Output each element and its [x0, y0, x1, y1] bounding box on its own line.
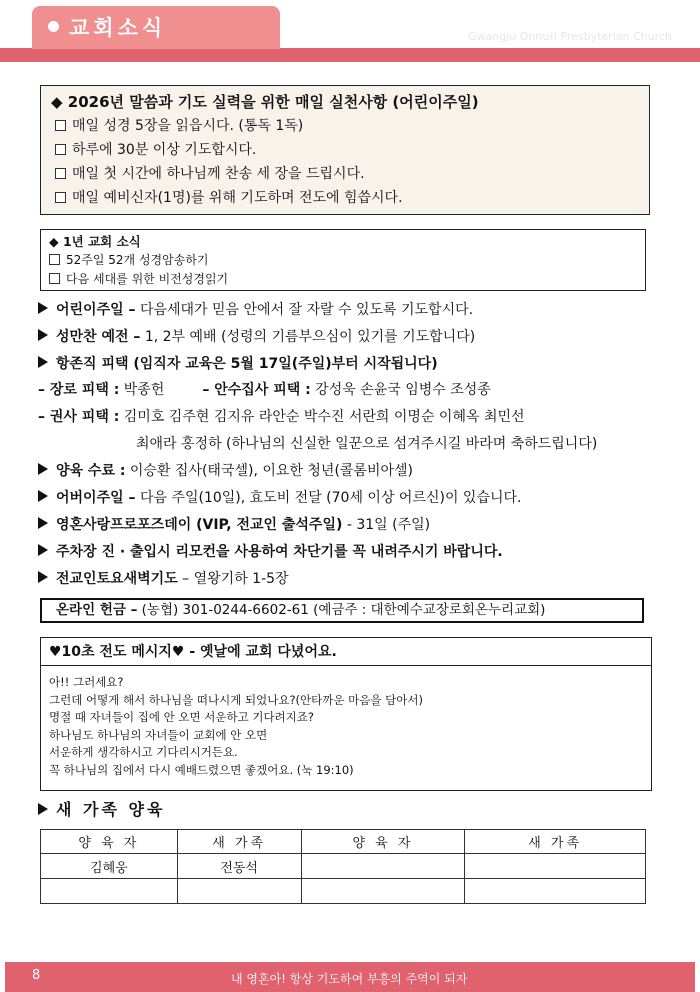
- message-line: 명절 때 자녀들이 집에 안 오면 서운하고 기다려지죠?: [49, 710, 314, 724]
- table-cell: [177, 879, 301, 904]
- practice-item: 하루에 30분 이상 기도합시다.: [51, 138, 639, 162]
- daily-practice-title: ◆ 2026년 말씀과 기도 실력을 위한 매일 실천사항 (어린이주일): [51, 93, 479, 111]
- message-line: 하나님도 하나님의 자녀들이 교회에 안 오면: [49, 727, 268, 742]
- table-header-cell: 새 가족: [177, 830, 301, 854]
- table-row: [41, 854, 646, 879]
- triangle-bullet-icon: [38, 544, 48, 556]
- officer-kwonsa: – 권사 피택 : 김미호 김주현 김지유 라안순 박수진 서란희 이명순 이혜옥 최민선: [38, 409, 525, 425]
- message-line: 아!! 그러세요?: [49, 675, 124, 689]
- announcement-dawn-prayer: 전교인토요새벽기도 – 열왕기하 1-5장: [38, 566, 668, 592]
- year-news-item: 52주일 52개 성경암송하기: [49, 251, 637, 270]
- table-cell: [465, 879, 646, 904]
- checkbox-icon: [55, 144, 66, 155]
- online-offering-box: 온라인 헌금 – (농협) 301-0244-6602-61 (예금주 : 대한예수교장로회온누리교회): [40, 598, 644, 623]
- table-header-cell: 양 육 자: [41, 830, 178, 854]
- bullet-dot-icon: [48, 21, 59, 32]
- page-number: 8: [32, 968, 41, 983]
- church-name: Gwangju Onnuri Presbyterian Church: [468, 30, 672, 43]
- announcement-nurture: 양육 수료 : 이승환 집사(태국셀), 이요한 청년(콜롬비아셀): [38, 458, 668, 484]
- section-title: [48, 12, 166, 42]
- checkbox-icon: [55, 192, 66, 203]
- checkbox-icon: [55, 120, 66, 131]
- practice-item: 매일 성경 5장을 읽읍시다. (통독 1독): [51, 114, 639, 138]
- table-header-cell: 새 가족: [465, 830, 646, 854]
- table-cell: 전동석: [177, 854, 301, 879]
- announcement-children-day: 어린이주일 – 다음세대가 믿음 안에서 잘 자랄 수 있도록 기도합시다.: [38, 297, 668, 323]
- announcement-communion: 성만찬 예전 – 1, 2부 예배 (성령의 기름부으심이 있기를 기도합니다): [38, 324, 668, 350]
- header-band: [0, 48, 700, 62]
- checkbox-icon: [49, 254, 60, 265]
- announcement-soul-love-day: 영혼사랑프로포즈데이 (VIP, 전교인 출석주일) - 31일 (주일): [38, 512, 668, 538]
- table-cell: [41, 879, 178, 904]
- announcement-parents-day: 어버이주일 – 다음 주일(10일), 효도비 전달 (70세 이상 어르신)이 있습니다.: [38, 485, 668, 511]
- announcement-parking: 주차장 진 · 출입시 리모컨을 사용하여 차단기를 꼭 내려주시기 바랍니다.: [38, 539, 668, 565]
- message-line: 그런데 어떻게 해서 하나님을 떠나시게 되었나요?(안타까운 마음을 담아서): [49, 692, 423, 707]
- triangle-bullet-icon: [38, 571, 48, 583]
- triangle-bullet-icon: [38, 302, 48, 314]
- triangle-bullet-icon: [38, 329, 48, 341]
- table-cell: 김혜웅: [41, 854, 178, 879]
- footer-slogan: 내 영혼아! 항상 기도하여 부흥의 주역이 되자: [231, 972, 468, 986]
- table-cell: [301, 879, 465, 904]
- announcement-officers: 항존직 피택 (임직자 교육은 5월 17일(주일)부터 시작됩니다): [38, 351, 668, 377]
- new-family-section-title: 새 가족 양육: [38, 799, 165, 821]
- officer-elders: – 장로 피택 : 박종헌 – 안수집사 피택 : 강성욱 손윤국 임병수 조성종: [38, 382, 491, 398]
- table-row: [41, 879, 646, 904]
- triangle-bullet-icon: [38, 490, 48, 502]
- checkbox-icon: [55, 168, 66, 179]
- evangelism-message-box: [40, 637, 652, 791]
- message-line: 서운하게 생각하시고 기다리시거든요.: [49, 745, 238, 759]
- officer-kwonsa-continued: 최애라 홍정하 (하나님의 신실한 일꾼으로 섬겨주시길 바라며 축하드립니다): [136, 436, 598, 452]
- triangle-bullet-icon: [38, 517, 48, 529]
- triangle-bullet-icon: [38, 463, 48, 475]
- table-header-row: [41, 830, 646, 854]
- message-line: 꼭 하나님의 집에서 다시 예배드렸으면 좋겠어요. (눅 19:10): [49, 762, 354, 777]
- triangle-bullet-icon: [38, 356, 48, 368]
- triangle-bullet-icon: [38, 803, 48, 815]
- practice-item: 매일 첫 시간에 하나님께 찬송 세 장을 드립시다.: [51, 162, 639, 186]
- practice-item: 매일 예비신자(1명)를 위해 기도하며 전도에 힘씁시다.: [51, 186, 639, 210]
- table-header-cell: 양 육 자: [301, 830, 465, 854]
- year-news-title: ◆ 1년 교회 소식: [49, 234, 141, 249]
- new-family-table: [40, 829, 646, 904]
- footer-band: [5, 962, 695, 992]
- year-news-box: [40, 229, 646, 291]
- evangelism-message-title: ♥10초 전도 메시지♥ - 옛날에 교회 다녔어요.: [41, 638, 651, 666]
- evangelism-message-body: [41, 666, 651, 779]
- daily-practice-box: [40, 85, 650, 215]
- section-title-text: 교회소식: [69, 16, 167, 40]
- table-cell: [465, 854, 646, 879]
- checkbox-icon: [49, 273, 60, 284]
- year-news-item: 다음 세대를 위한 비전성경읽기: [49, 270, 637, 289]
- table-cell: [301, 854, 465, 879]
